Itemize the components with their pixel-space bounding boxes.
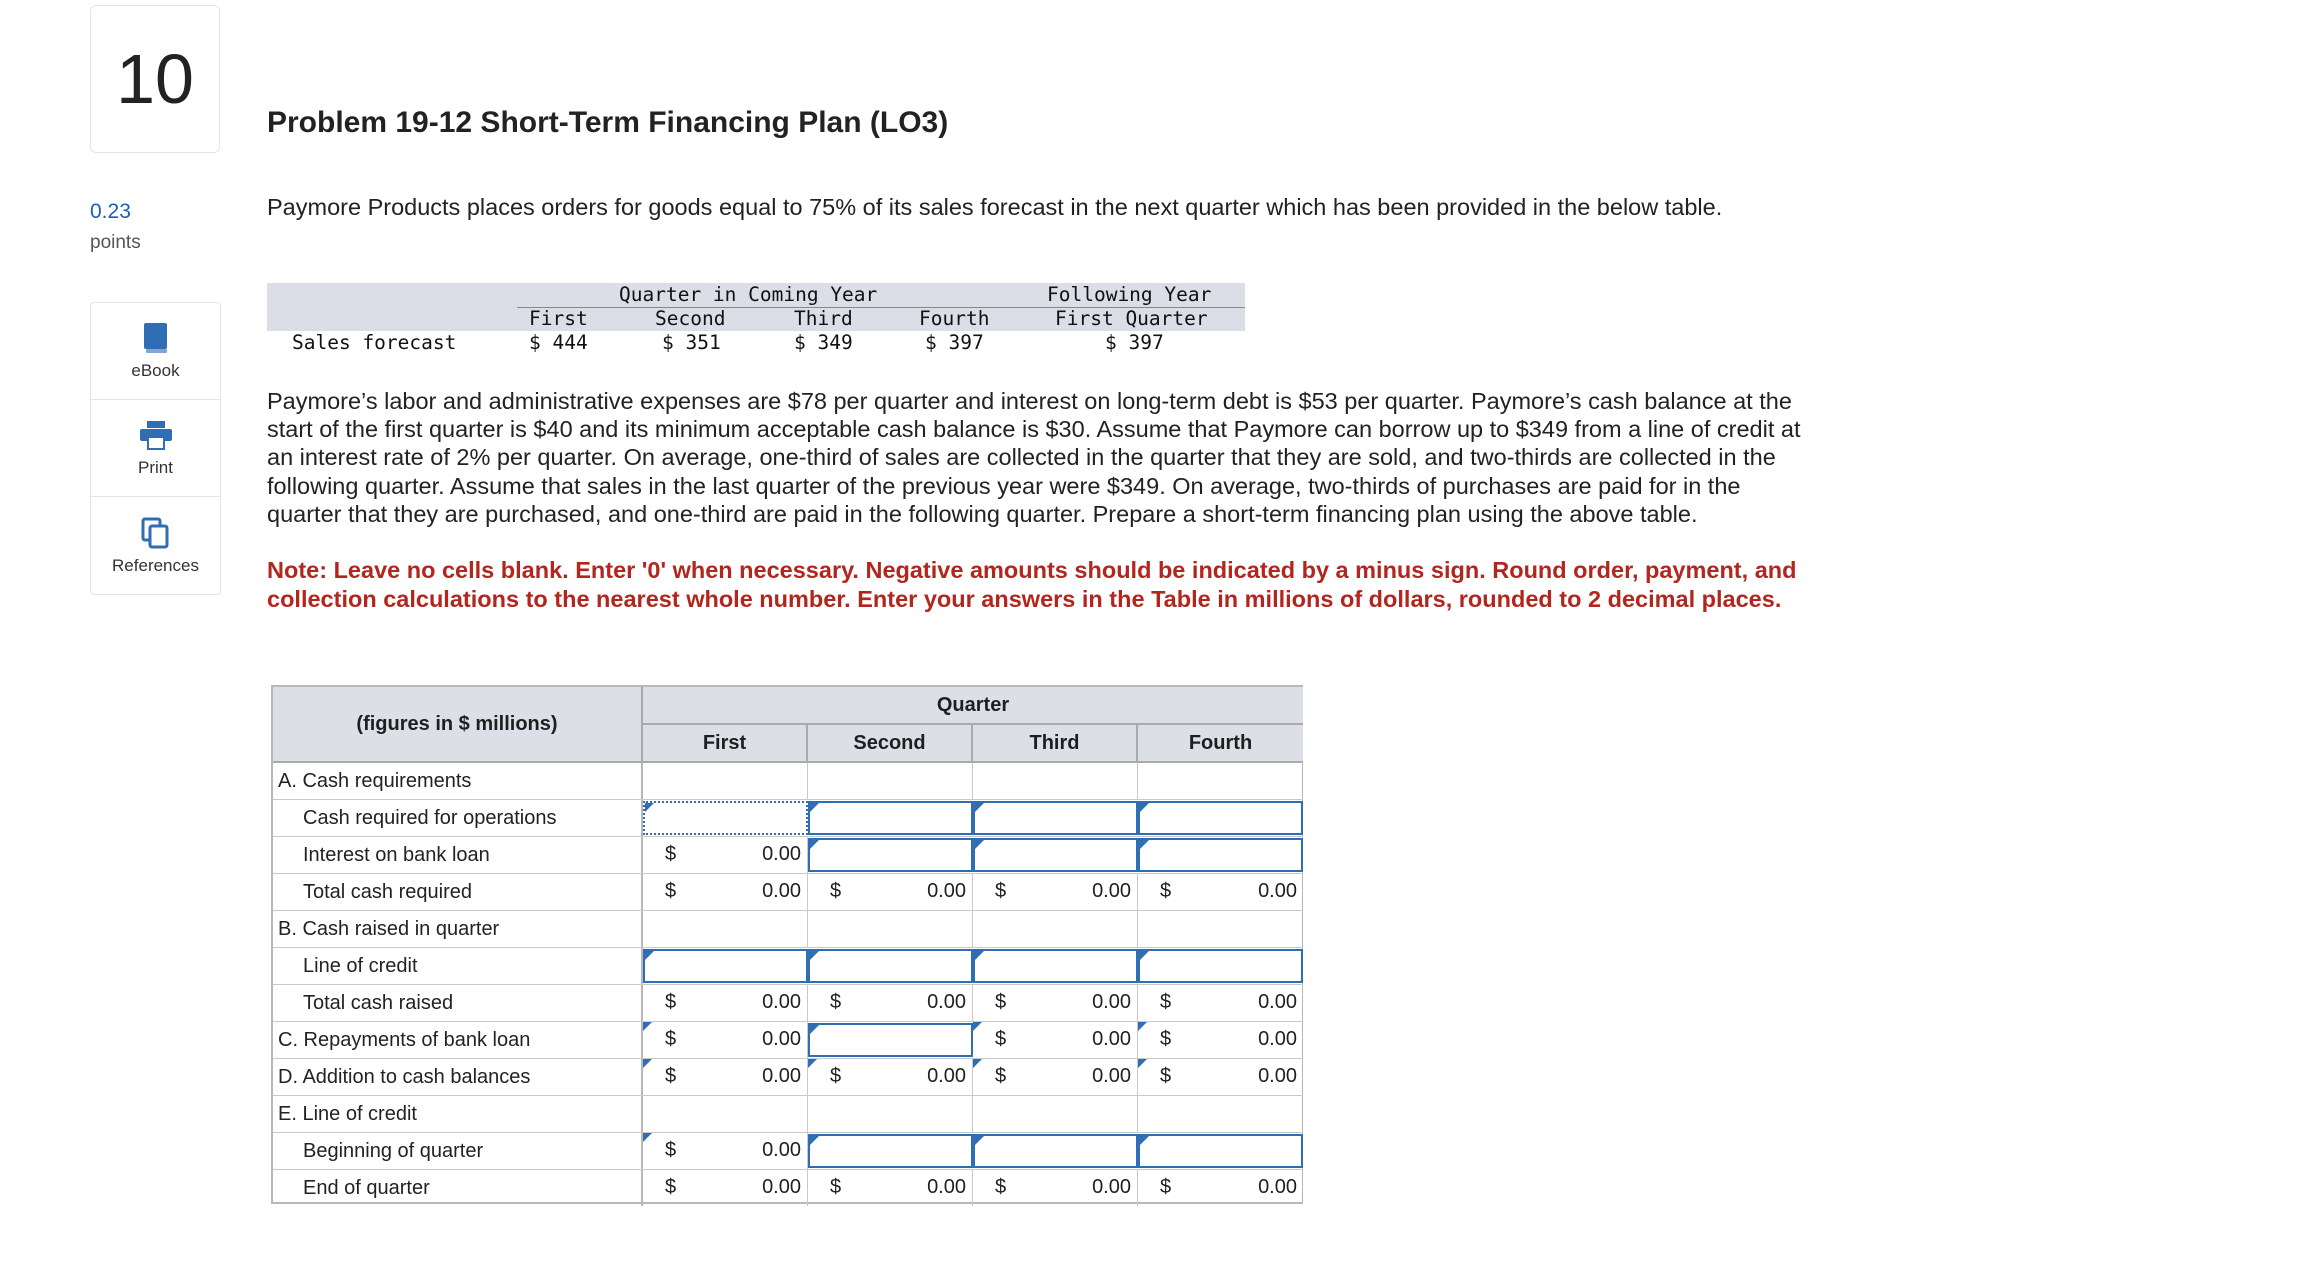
- copy-icon: [141, 516, 171, 550]
- cash-ops-input-q4[interactable]: [1138, 801, 1303, 835]
- row-label-cash-ops: Cash required for operations: [273, 800, 643, 836]
- addition-q4: $ 0.00: [1138, 1059, 1303, 1095]
- end-q3: $ 0.00: [973, 1170, 1138, 1206]
- table-header: [273, 687, 1303, 763]
- end-q4: $ 0.00: [1160, 1176, 1297, 1198]
- table-row: [273, 800, 1303, 837]
- cash-ops-input-q2[interactable]: [808, 801, 973, 835]
- total-raised-q4: $ 0.00: [1160, 991, 1297, 1013]
- references-button[interactable]: [91, 497, 220, 594]
- table-row: [273, 874, 1303, 911]
- repayments-input-q2[interactable]: [808, 1023, 973, 1057]
- table-row: [273, 1170, 1303, 1207]
- row-label-end: End of quarter: [273, 1170, 643, 1206]
- repayments-q1: $ 0.00: [643, 1022, 808, 1058]
- forecast-following-header-1: Following Year: [1047, 283, 1212, 306]
- beginning-input-q4[interactable]: [1138, 1134, 1303, 1168]
- points-label: points: [90, 232, 141, 253]
- points-value: 0.23: [90, 200, 131, 223]
- quarter-header: Quarter: [643, 687, 1303, 725]
- table-row: [273, 948, 1303, 985]
- repayments-q3: $ 0.00: [973, 1022, 1138, 1058]
- total-raised-q1: $ 0.00: [643, 985, 808, 1021]
- col-header-third: Third: [973, 725, 1138, 761]
- forecast-col-first: First: [529, 307, 588, 330]
- addition-q3: $ 0.00: [973, 1059, 1138, 1095]
- forecast-value-third: $ 349: [794, 331, 853, 354]
- forecast-col-second: Second: [655, 307, 726, 330]
- table-row: [273, 985, 1303, 1022]
- interest-input-q2[interactable]: [808, 838, 973, 872]
- table-row: [273, 911, 1303, 948]
- forecast-value-first: $ 444: [529, 331, 588, 354]
- forecast-col-third: Third: [794, 307, 853, 330]
- forecast-col-fourth: Fourth: [919, 307, 990, 330]
- repayments-q4: $ 0.00: [1138, 1022, 1303, 1058]
- row-label-e-line-of-credit: E. Line of credit: [273, 1096, 643, 1132]
- row-label-total-required: Total cash required: [273, 874, 643, 910]
- interest-value-q1: $ 0.00: [643, 837, 808, 873]
- col-header-fourth: Fourth: [1188, 731, 1253, 754]
- total-raised-q3: $ 0.00: [973, 985, 1138, 1021]
- table-row: [273, 1133, 1303, 1170]
- col-header-first: First: [643, 725, 808, 761]
- forecast-following-header-2: First Quarter: [1055, 307, 1208, 330]
- row-label-line-of-credit: Line of credit: [273, 948, 643, 984]
- beginning-q1: $ 0.00: [643, 1133, 808, 1169]
- print-button[interactable]: [91, 400, 220, 497]
- addition-q1: $ 0.00: [643, 1059, 808, 1095]
- print-label: Print: [138, 458, 173, 477]
- col-header-second: Second: [808, 725, 973, 761]
- cash-ops-input-q1[interactable]: [643, 801, 808, 835]
- forecast-value-fourth: $ 397: [925, 331, 984, 354]
- forecast-row: [267, 331, 1245, 355]
- problem-note: Note: Leave no cells blank. Enter '0' when necessary. Negative amounts should be indicated by a minus sign. Round order, payment, and collection calculations to the nearest whole number. Enter your answers in the Table in millions of dollars, rounded to 2 decimal places.: [267, 557, 1797, 612]
- cash-ops-input-q3[interactable]: [973, 801, 1138, 835]
- ebook-button[interactable]: [91, 303, 220, 400]
- forecast-row-label: Sales forecast: [292, 331, 457, 354]
- ebook-label: eBook: [131, 361, 180, 380]
- row-label-cash-requirements: A. Cash requirements: [273, 763, 643, 799]
- problem-title: Problem 19-12 Short-Term Financing Plan (LO3): [267, 106, 949, 139]
- book-icon: [142, 321, 170, 355]
- line-credit-input-q4[interactable]: [1138, 949, 1303, 983]
- table-row: [273, 837, 1303, 874]
- problem-body: Paymore’s labor and administrative expenses are $78 per quarter and interest on long-term debt is $53 per quarter. Paymore’s cash balance at the start of the first quarter is $40 and its minimum acceptable cash balance is $30. Assume that Paymore can borrow up to $349 from a line of credit at an interest rate of 2% per quarter. On average, one-third of sales are collected in the quarter that they are sold, and two-thirds are collected in the following quarter. Assume that sales in the last quarter of the previous year were $349. On average, two-thirds of purchases are paid for in the quarter that they are purchased, and one-third are paid in the following quarter. Prepare a short-term financing plan using the above table.: [267, 388, 1801, 527]
- sales-forecast-table: [267, 283, 1245, 354]
- line-credit-input-q2[interactable]: [808, 949, 973, 983]
- end-q2: $ 0.00: [808, 1170, 973, 1206]
- total-required-q1: $ 0.00: [643, 874, 808, 910]
- table-row: [273, 763, 1303, 800]
- interest-input-q3[interactable]: [973, 838, 1138, 872]
- row-label-interest: Interest on bank loan: [273, 837, 643, 873]
- row-label-beginning: Beginning of quarter: [273, 1133, 643, 1169]
- row-label-repayments: C. Repayments of bank loan: [273, 1022, 643, 1058]
- problem-intro: Paymore Products places orders for goods equal to 75% of its sales forecast in the next quarter which has been provided in the below table.: [267, 194, 1723, 220]
- figures-header: (figures in $ millions): [273, 687, 643, 761]
- total-required-q4: $ 0.00: [1160, 880, 1297, 902]
- total-required-q2: $ 0.00: [808, 874, 973, 910]
- total-required-q3: $ 0.00: [973, 874, 1138, 910]
- beginning-input-q3[interactable]: [973, 1134, 1138, 1168]
- forecast-value-second: $ 351: [662, 331, 721, 354]
- end-q1: $ 0.00: [643, 1170, 808, 1206]
- forecast-group-header: Quarter in Coming Year: [619, 283, 878, 306]
- question-number: 10: [90, 5, 220, 153]
- addition-q2: $ 0.00: [808, 1059, 973, 1095]
- total-raised-q2: $ 0.00: [808, 985, 973, 1021]
- interest-input-q4[interactable]: [1138, 838, 1303, 872]
- table-row: [273, 1059, 1303, 1096]
- table-row: [273, 1022, 1303, 1059]
- points-panel: [90, 200, 141, 254]
- line-credit-input-q3[interactable]: [973, 949, 1138, 983]
- financing-plan-table: [271, 685, 1303, 1204]
- line-credit-input-q1[interactable]: [643, 949, 808, 983]
- row-label-cash-raised: B. Cash raised in quarter: [273, 911, 643, 947]
- row-label-addition: D. Addition to cash balances: [273, 1059, 643, 1095]
- tools-panel: [90, 302, 221, 595]
- beginning-input-q2[interactable]: [808, 1134, 973, 1168]
- forecast-following-value: $ 397: [1105, 331, 1164, 354]
- table-row: [273, 1096, 1303, 1133]
- row-label-total-raised: Total cash raised: [273, 985, 643, 1021]
- references-label: References: [112, 555, 199, 575]
- printer-icon: [139, 418, 173, 452]
